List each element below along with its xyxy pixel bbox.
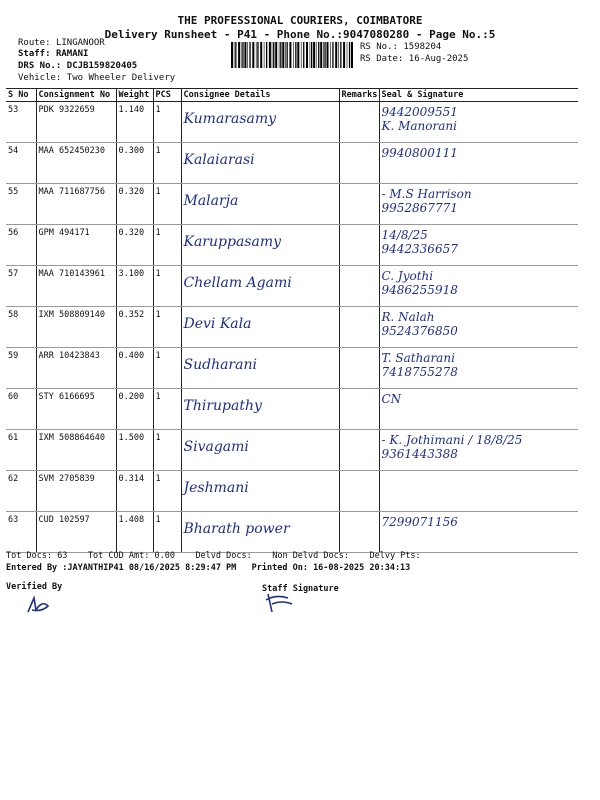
row-pcs: 1 xyxy=(153,266,181,307)
barcode-bar xyxy=(260,42,262,68)
row-consignee-cell xyxy=(181,225,339,266)
row-remarks xyxy=(339,348,379,389)
row-consignee-cell xyxy=(181,307,339,348)
barcode-bar xyxy=(306,42,308,68)
row-sno: 61 xyxy=(6,430,36,471)
row-sno: 63 xyxy=(6,512,36,553)
barcode-bar xyxy=(231,42,233,68)
row-remarks xyxy=(339,307,379,348)
barcode-bar xyxy=(335,42,337,68)
row-remarks xyxy=(339,266,379,307)
col-sno: S No xyxy=(6,89,36,102)
verified-signature-icon xyxy=(24,594,54,616)
barcode-bar xyxy=(242,42,243,68)
row-seal-signature: 9442336657 xyxy=(381,242,458,256)
row-sno: 60 xyxy=(6,389,36,430)
row-seal-cell xyxy=(379,266,578,307)
row-consignment-no: IXM 508864640 xyxy=(36,430,116,471)
barcode-bar xyxy=(320,42,322,68)
rs-date-line: RS Date: 16-Aug-2025 xyxy=(360,54,469,64)
row-pcs: 1 xyxy=(153,307,181,348)
barcode-bar xyxy=(343,42,345,68)
barcode-bar xyxy=(332,42,333,68)
row-seal-signature: - M.S Harrison xyxy=(381,187,472,201)
barcode-bar xyxy=(318,42,319,68)
row-remarks xyxy=(339,389,379,430)
row-consignee-cell xyxy=(181,143,339,184)
rs-no-line: RS No.: 1598204 xyxy=(360,42,442,52)
barcode-bar xyxy=(252,42,254,68)
barcode-bar xyxy=(293,42,294,68)
staff-line: Staff: RAMANI xyxy=(18,49,89,59)
row-sno: 62 xyxy=(6,471,36,512)
row-seal-signature: 7299071156 xyxy=(381,515,458,529)
barcode-bar xyxy=(235,42,236,68)
barcode-bar xyxy=(280,42,281,68)
table-row xyxy=(6,512,578,553)
row-consignee: Malarja xyxy=(183,193,239,209)
table-header-row xyxy=(6,89,578,102)
table-row xyxy=(6,471,578,512)
row-seal-signature: T. Satharani xyxy=(381,351,455,365)
row-seal-signature: 9952867771 xyxy=(381,201,458,215)
row-pcs: 1 xyxy=(153,102,181,143)
row-consignee-cell xyxy=(181,266,339,307)
row-pcs: 1 xyxy=(153,348,181,389)
row-seal-cell xyxy=(379,307,578,348)
row-seal-signature: CN xyxy=(381,392,402,406)
barcode-bar xyxy=(316,42,317,68)
row-seal-cell xyxy=(379,102,578,143)
barcode-bar xyxy=(247,42,248,68)
barcode-bar xyxy=(289,42,291,68)
row-seal-signature: 14/8/25 xyxy=(381,228,428,242)
row-remarks xyxy=(339,225,379,266)
table-row xyxy=(6,102,578,143)
barcode-bar xyxy=(313,42,315,68)
row-remarks xyxy=(339,512,379,553)
barcode-bar xyxy=(311,42,312,68)
row-pcs: 1 xyxy=(153,225,181,266)
row-remarks xyxy=(339,143,379,184)
barcode-bar xyxy=(295,42,296,68)
row-consignment-no: CUD 102597 xyxy=(36,512,116,553)
table-row xyxy=(6,389,578,430)
row-remarks xyxy=(339,430,379,471)
col-consignee: Consignee Details xyxy=(181,89,339,102)
row-consignment-no: ARR 10423843 xyxy=(36,348,116,389)
row-consignee: Kalaiarasi xyxy=(183,152,255,168)
row-seal-cell xyxy=(379,184,578,225)
row-remarks xyxy=(339,471,379,512)
row-weight: 0.320 xyxy=(116,184,153,225)
barcode-bar xyxy=(323,42,324,68)
row-consignment-no: IXM 508809140 xyxy=(36,307,116,348)
row-seal-signature: - K. Jothimani / 18/8/25 xyxy=(381,433,523,447)
col-pcs: PCS xyxy=(153,89,181,102)
staff-signature-label: Staff Signature xyxy=(262,584,339,594)
row-sno: 53 xyxy=(6,102,36,143)
row-weight: 1.408 xyxy=(116,512,153,553)
barcode-bar xyxy=(297,42,299,68)
row-weight: 1.140 xyxy=(116,102,153,143)
row-sno: 55 xyxy=(6,184,36,225)
row-seal-signature: 7418755278 xyxy=(381,365,458,379)
barcode-bar xyxy=(269,42,271,68)
barcode-bar xyxy=(327,42,329,68)
barcode-bar xyxy=(238,42,240,68)
barcode-bar xyxy=(249,42,250,68)
row-consignment-no: SVM 2705839 xyxy=(36,471,116,512)
barcode-bar xyxy=(285,42,286,68)
row-sno: 58 xyxy=(6,307,36,348)
row-weight: 0.300 xyxy=(116,143,153,184)
row-seal-signature: 9486255918 xyxy=(381,283,458,297)
row-seal-signature: K. Manorani xyxy=(381,119,457,133)
table-row xyxy=(6,143,578,184)
row-pcs: 1 xyxy=(153,143,181,184)
row-weight: 0.320 xyxy=(116,225,153,266)
entered-by-line: Entered By :JAYANTHIP41 08/16/2025 8:29:47 PM Printed On: 16-08-2025 20:34:13 xyxy=(6,563,411,573)
row-consignee: Karuppasamy xyxy=(183,234,282,250)
row-consignee-cell xyxy=(181,389,339,430)
row-weight: 1.500 xyxy=(116,430,153,471)
row-seal-signature: 9361443388 xyxy=(381,447,458,461)
table-row xyxy=(6,225,578,266)
row-consignee: Thirupathy xyxy=(183,398,262,414)
vehicle-line: Vehicle: Two Wheeler Delivery xyxy=(18,73,176,83)
runsheet-subtitle: Delivery Runsheet - P41 - Phone No.:9047080280 - Page No.:5 xyxy=(104,28,496,41)
barcode-bar xyxy=(310,42,311,68)
row-consignee-cell xyxy=(181,102,339,143)
barcode-bar xyxy=(347,42,348,68)
row-weight: 0.200 xyxy=(116,389,153,430)
barcode-bar xyxy=(340,42,341,68)
row-consignee: Jeshmani xyxy=(183,480,249,496)
barcode-bar xyxy=(275,42,277,68)
drs-line: DRS No.: DCJB159820405 xyxy=(18,61,138,71)
col-seal: Seal & Signature xyxy=(379,89,578,102)
row-sno: 59 xyxy=(6,348,36,389)
row-seal-signature: 9442009551 xyxy=(381,105,458,119)
row-weight: 3.100 xyxy=(116,266,153,307)
row-pcs: 1 xyxy=(153,430,181,471)
row-sno: 54 xyxy=(6,143,36,184)
verified-by-label: Verified By xyxy=(6,582,63,592)
barcode-bar xyxy=(282,42,284,68)
barcode-bar xyxy=(256,42,257,68)
row-weight: 0.352 xyxy=(116,307,153,348)
table-row xyxy=(6,307,578,348)
row-seal-cell xyxy=(379,430,578,471)
barcode-bar xyxy=(273,42,274,68)
row-seal-cell xyxy=(379,225,578,266)
row-consignee: Kumarasamy xyxy=(183,111,277,127)
totals-line: Tot Docs: 63 Tot COD Amt: 0.00 Delvd Docs: Non Delvd Docs: Delvy Pts: xyxy=(6,551,421,561)
row-consignment-no: GPM 494171 xyxy=(36,225,116,266)
row-seal-cell xyxy=(379,471,578,512)
barcode-bar xyxy=(279,42,280,68)
row-consignment-no: PDK 9322659 xyxy=(36,102,116,143)
barcode-bar xyxy=(272,42,273,68)
barcode-bar xyxy=(303,42,304,68)
barcode-bar xyxy=(244,42,246,68)
row-consignee-cell xyxy=(181,471,339,512)
route-line: Route: LINGANOOR xyxy=(18,38,105,48)
row-pcs: 1 xyxy=(153,471,181,512)
table-row xyxy=(6,266,578,307)
row-consignee: Devi Kala xyxy=(183,316,252,332)
barcode-bar xyxy=(330,42,331,68)
barcode-bar xyxy=(266,42,267,68)
barcode-bar xyxy=(241,42,242,68)
runsheet-table xyxy=(6,88,578,553)
table-row xyxy=(6,348,578,389)
row-consignment-no: MAA 710143961 xyxy=(36,266,116,307)
row-seal-signature: 9524376850 xyxy=(381,324,458,338)
row-seal-signature: C. Jyothi xyxy=(381,269,434,283)
row-consignee: Bharath power xyxy=(183,521,290,537)
row-seal-cell xyxy=(379,512,578,553)
row-consignment-no: STY 6166695 xyxy=(36,389,116,430)
row-consignee-cell xyxy=(181,184,339,225)
row-seal-cell xyxy=(379,348,578,389)
company-title: THE PROFESSIONAL COURIERS, COIMBATORE xyxy=(177,14,423,27)
barcode-bar xyxy=(338,42,339,68)
col-remarks: Remarks xyxy=(339,89,379,102)
col-consignment: Consignment No xyxy=(36,89,116,102)
row-seal-signature: 9940800111 xyxy=(381,146,458,160)
row-weight: 0.400 xyxy=(116,348,153,389)
barcode-bar xyxy=(301,42,302,68)
row-consignee-cell xyxy=(181,348,339,389)
row-consignment-no: MAA 652450230 xyxy=(36,143,116,184)
row-pcs: 1 xyxy=(153,512,181,553)
barcode-bar xyxy=(234,42,235,68)
row-remarks xyxy=(339,102,379,143)
barcode-bar xyxy=(351,42,353,68)
row-consignee: Chellam Agami xyxy=(183,275,292,291)
row-seal-signature: R. Nalah xyxy=(381,310,435,324)
row-consignee: Sudharani xyxy=(183,357,257,373)
table-row xyxy=(6,184,578,225)
row-pcs: 1 xyxy=(153,389,181,430)
row-sno: 57 xyxy=(6,266,36,307)
row-consignee: Sivagami xyxy=(183,439,249,455)
row-weight: 0.314 xyxy=(116,471,153,512)
barcode-bar xyxy=(349,42,350,68)
barcode-bar xyxy=(287,42,288,68)
barcode xyxy=(230,42,355,68)
row-remarks xyxy=(339,184,379,225)
barcode-bar xyxy=(257,42,258,68)
barcode-bar xyxy=(324,42,325,68)
staff-signature-icon xyxy=(262,590,298,616)
row-sno: 56 xyxy=(6,225,36,266)
table-row xyxy=(6,430,578,471)
row-pcs: 1 xyxy=(153,184,181,225)
row-seal-cell xyxy=(379,143,578,184)
col-weight: Weight xyxy=(116,89,153,102)
row-consignee-cell xyxy=(181,512,339,553)
row-consignment-no: MAA 711687756 xyxy=(36,184,116,225)
row-consignee-cell xyxy=(181,430,339,471)
row-seal-cell xyxy=(379,389,578,430)
barcode-bar xyxy=(264,42,265,68)
